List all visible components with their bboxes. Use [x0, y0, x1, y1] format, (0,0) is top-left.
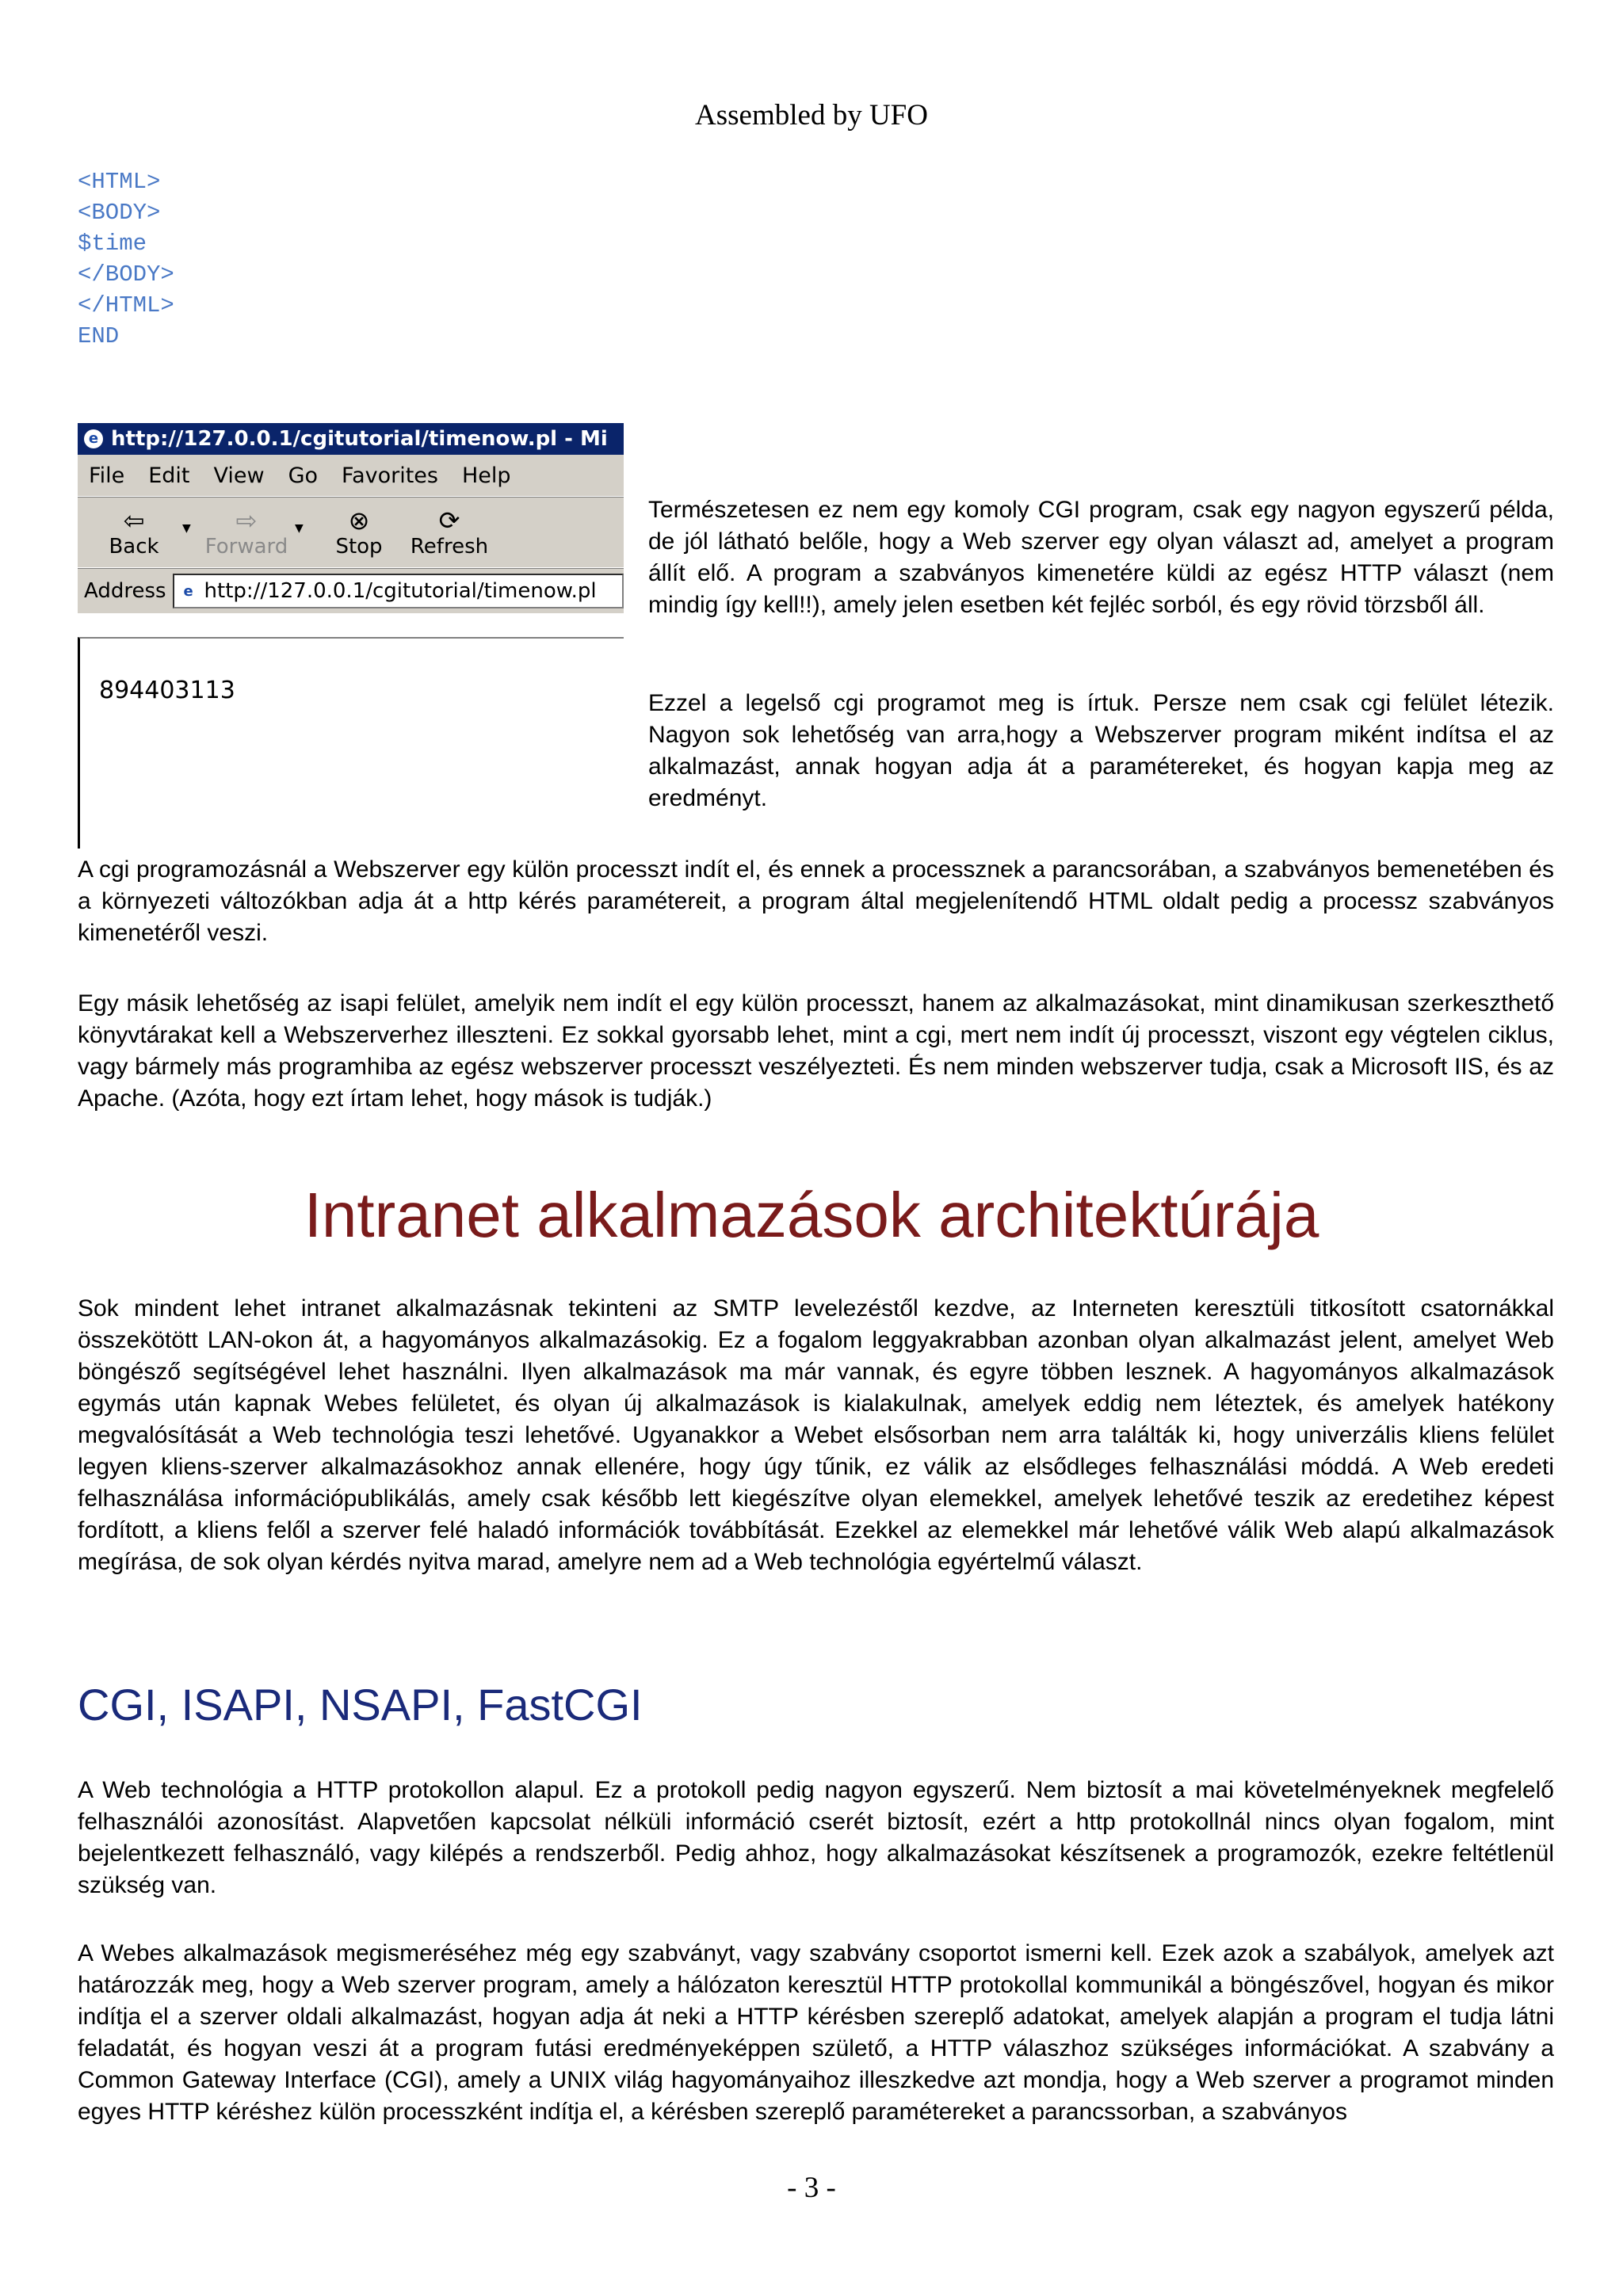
browser-titlebar	[78, 423, 624, 455]
page-icon: e	[179, 582, 198, 601]
heading-cgi: CGI, ISAPI, NSAPI, FastCGI	[78, 1680, 643, 1730]
browser-title: http://127.0.0.1/cgitutorial/timenow.pl - Mi	[111, 427, 608, 451]
forward-button[interactable]: ⇨ Forward	[204, 505, 288, 559]
menu-edit[interactable]: Edit	[148, 463, 190, 488]
address-input[interactable]	[173, 574, 624, 608]
refresh-button[interactable]: ⟳ Refresh	[407, 506, 491, 559]
back-dropdown-icon[interactable]: ▼	[182, 522, 191, 535]
browser-menubar	[78, 455, 624, 497]
paragraph-http: A Web technológia a HTTP protokollon alapul. Ez a protokoll pedig nagyon egyszerű. Nem biztosít a mai követelményeknek megfelelő felhasználói azonosítást. Alapvetően kapcsolat nélküli információ cserét biztosít, ezért a http protokollnál nincs olyan fogalom, mint bejelentkezett felhasználó, vagy kilépés a rendszerből. Pedig ahhoz, hogy alkalmazásokat készítsenek a programozók, ezekre feltétlenül szükség van.	[78, 1777, 1554, 1898]
address-bar	[78, 568, 624, 613]
code-line: END	[78, 323, 120, 349]
browser-screenshot	[78, 423, 624, 849]
forward-dropdown-icon[interactable]: ▼	[295, 522, 304, 535]
code-line: </HTML>	[78, 292, 174, 318]
menu-go[interactable]: Go	[288, 463, 319, 488]
code-line: <HTML>	[78, 169, 161, 195]
paragraph-intranet: Sok mindent lehet intranet alkalmazásnak tekinteni az SMTP levelezéstől kezdve, az Interneten keresztüli titkosított csatornákkal összekötött LAN-okon át, a hagyományos alkalmazásokig. Ez a fogalom leggyakrabban azonban olyan alkalmazást jelent, amelyet Web böngésző segítségével lehet használni. Ilyen alkalmazások ma már vannak, és egyre többen lesznek. A hagyományos alkalmazások egymás után kapnak Webes felületet, és olyan új alkalmazások is kialakulnak, amelyek eddig nem léteztek, és amelyek hatékony megvalósítását a Web technológia teszi lehetővé. Ugyanakkor a Webet elsősorban nem arra találták ki, hogy univerzális kliens felület legyen kliens-szerver alkalmazásokhoz annak ellenére, hogy úgy tűnik, ez válik az elsődleges felhasználási móddá. A Web eredeti felhasználása információpublikálás, amely csak később lett kiegészítve olyan elemekkel, amelyek lehetővé teszik az eredetihez képest fordított, a kliens felől a szerver felé haladó információk továbbítását. Ezekkel az elemekkel már lehetővé válik Web alapú alkalmazások megírása, de sok olyan kérdés nyitva marad, amelyre nem ad a Web technológia egyértelmű választ.	[78, 1295, 1554, 1575]
browser-viewport	[78, 637, 624, 849]
menu-help[interactable]: Help	[461, 463, 511, 488]
back-arrow-icon: ⇦	[123, 505, 145, 536]
code-line: $time	[78, 231, 147, 257]
code-line: </BODY>	[78, 261, 174, 288]
ie-icon: e	[84, 429, 103, 448]
code-line: <BODY>	[78, 200, 161, 226]
menu-file[interactable]: File	[89, 463, 125, 488]
address-value: http://127.0.0.1/cgitutorial/timenow.pl	[204, 579, 597, 603]
stop-button[interactable]: ⊗ Stop	[317, 506, 401, 559]
menu-favorites[interactable]: Favorites	[342, 463, 438, 488]
refresh-icon: ⟳	[438, 505, 460, 536]
menu-view[interactable]: View	[213, 463, 265, 488]
page-number: - 3 -	[787, 2172, 836, 2204]
page-header: Assembled by UFO	[695, 99, 928, 132]
time-output: 894403113	[99, 677, 235, 704]
side-paragraph-1: Természetesen ez nem egy komoly CGI program, csak egy nagyon egyszerű példa, de jól látható belőle, hogy a Web szerver egy olyan választ ad, amelyet a program állít elő. A program a szabványos kimenetére küldi az egész HTTP választ (nem mindig így kell!!), amely jelen esetben két fejléc sorból, és egy rövid törzsből áll.	[648, 497, 1554, 618]
paragraph-cgi-standard: A Webes alkalmazások megismeréséhez még egy szabványt, vagy szabvány csoportot ismerni kell. Ezek azok a szabályok, amelyek azt határozzák meg, hogy a Web szerver program, amely a hálózaton keresztül HTTP protokollal kommunikál a böngészővel, hogyan és mikor indítja el a szerver oldali alkalmazást, hogyan adja át neki a HTTP kérésben szereplő adatokat, amelyek alapján a program el tudja látni feladatát, és hogyan veszi át a program futási eredményeképpen születő, a HTTP válaszhoz szükséges információkat. A szabvány a Common Gateway Interface (CGI), amely a UNIX világ hagyományaihoz illeszkedve azt mondja, hogy a Web szerver a programot minden egyes HTTP kéréshez külön processzként indítja el, a kérésben szereplő paramétereket a parancssorban, a szabványos	[78, 1940, 1554, 2125]
stop-icon: ⊗	[348, 505, 370, 536]
heading-intranet: Intranet alkalmazások architektúrája	[304, 1180, 1319, 1250]
back-button[interactable]: ⇦ Back	[92, 506, 176, 559]
paragraph-cgi-process: A cgi programozásnál a Webszerver egy külön processzt indít el, és ennek a processznek a parancsorában, a szabványos bemenetében és a környezeti változókban adja át a http kérés paramétereit, a program által megjelenítendő HTML oldalt pedig a processz szabványos kimenetéről veszi.	[78, 856, 1554, 946]
code-block	[78, 166, 174, 352]
forward-arrow-icon: ⇨	[235, 505, 258, 536]
side-paragraph-2: Ezzel a legelső cgi programot meg is írtuk. Persze nem csak cgi felület létezik. Nagyon sok lehetőség van arra,hogy a Webszerver program miként indítsa el az alkalmazást, annak hogyan adja át a paramétereket, és hogyan kapja meg az eredményt.	[648, 690, 1554, 811]
address-label: Address	[84, 579, 166, 603]
paragraph-isapi: Egy másik lehetőség az isapi felület, amelyik nem indít el egy külön processzt, hanem az alkalmazásokat, mint dinamikusan szerkeszthető könyvtárakat kell a Webszerverhez illeszteni. Ez sokkal gyorsabb lehet, mint a cgi, mert nem indít új processzt, viszont egy végtelen ciklus, vagy bármely más programhiba az egész webszerver processzt veszélyezteti. És nem minden webszerver tudja, csak a Microsoft IIS, és az Apache. (Azóta, hogy ezt írtam lehet, hogy mások is tudják.)	[78, 990, 1554, 1112]
browser-toolbar	[78, 497, 624, 568]
